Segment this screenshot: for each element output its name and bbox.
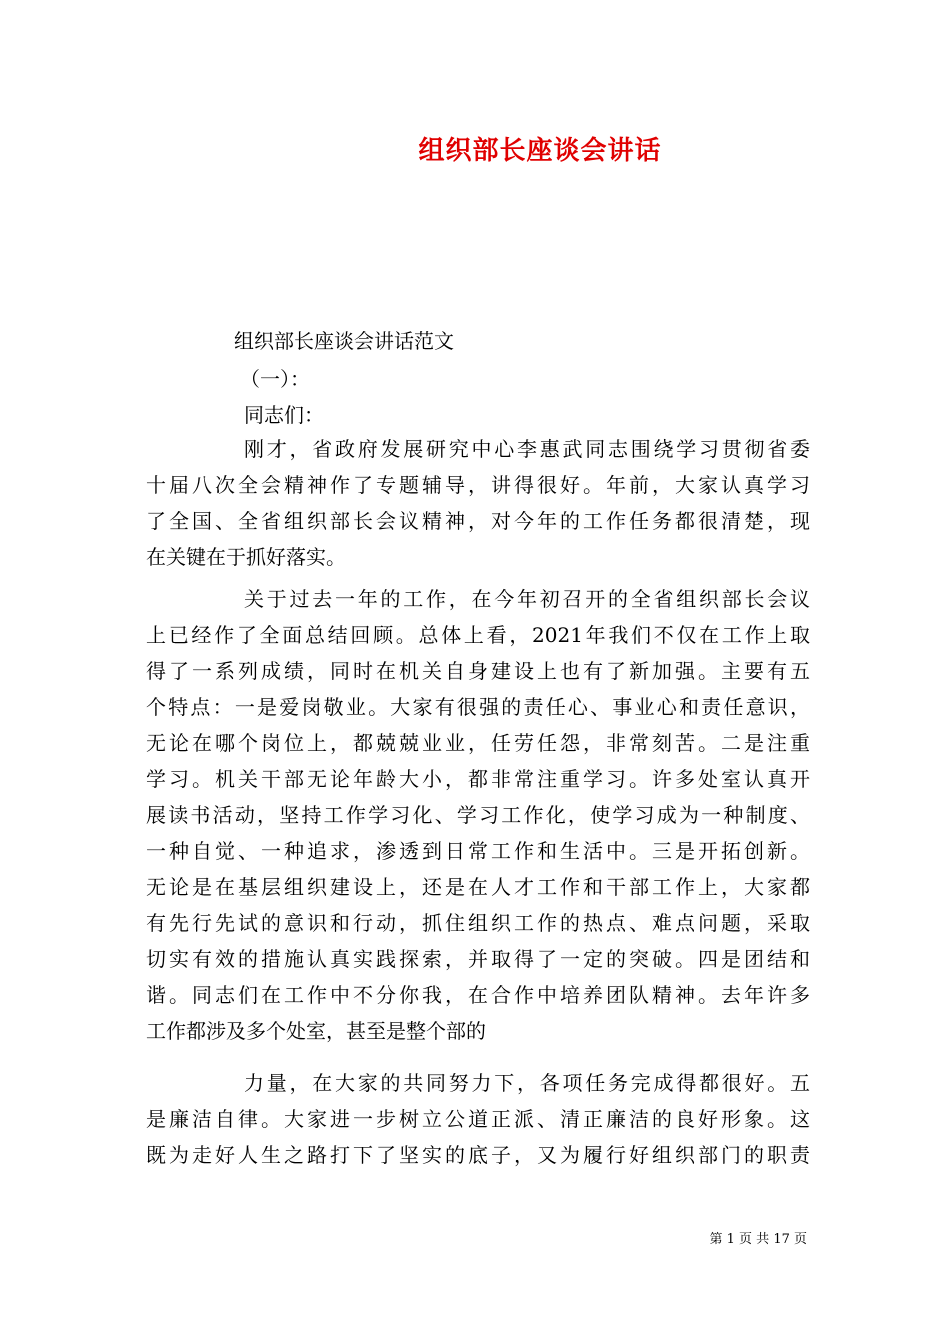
- salutation: 同志们：: [244, 403, 324, 427]
- paragraph-line: 一种自觉、一种追求，渗透到日常工作和生活中。三是开拓创新。: [146, 839, 810, 863]
- paragraph-line: 工作都涉及多个处室，甚至是整个部的: [146, 1019, 486, 1043]
- page-indicator: 第 1 页 共 17 页: [709, 1232, 807, 1247]
- section-marker: （一）：: [240, 367, 310, 391]
- paragraph-line: 无论在哪个岗位上，都兢兢业业，任劳任怨，非常刻苦。二是注重: [146, 731, 810, 755]
- paragraph-line: 了全国、全省组织部长会议精神，对今年的工作任务都很清楚，现: [146, 509, 810, 533]
- paragraph-line: 个特点：一是爱岗敬业。大家有很强的责任心、事业心和责任意识，: [146, 695, 810, 719]
- document-title: 组织部长座谈会讲话: [418, 136, 662, 166]
- paragraph-line: 上已经作了全面总结回顾。总体上看，2021年我们不仅在工作上取: [146, 623, 810, 647]
- paragraph-line: 既为走好人生之路打下了坚实的底子，又为履行好组织部门的职责: [146, 1143, 810, 1167]
- paragraph-line: 切实有效的措施认真实践探索，并取得了一定的突破。四是团结和: [146, 947, 810, 971]
- paragraph-line: 得了一系列成绩，同时在机关自身建设上也有了新加强。主要有五: [146, 659, 810, 683]
- paragraph-line: 学习。机关干部无论年龄大小，都非常注重学习。许多处室认真开: [146, 767, 810, 791]
- paragraph-line: 关于过去一年的工作，在今年初召开的全省组织部长会议: [244, 587, 810, 611]
- document-subtitle: 组织部长座谈会讲话范文: [234, 329, 454, 353]
- paragraph-line: 无论是在基层组织建设上，还是在人才工作和干部工作上，大家都: [146, 875, 810, 899]
- paragraph-line: 刚才，省政府发展研究中心李惠武同志围绕学习贯彻省委: [244, 437, 810, 461]
- paragraph-line: 展读书活动，坚持工作学习化、学习工作化，使学习成为一种制度、: [146, 803, 810, 827]
- paragraph-line: 十届八次全会精神作了专题辅导，讲得很好。年前，大家认真学习: [146, 473, 810, 497]
- paragraph-line: 力量，在大家的共同努力下，各项任务完成得都很好。五: [244, 1071, 810, 1095]
- paragraph-line: 谐。同志们在工作中不分你我，在合作中培养团队精神。去年许多: [146, 983, 810, 1007]
- paragraph-line: 在关键在于抓好落实。: [146, 545, 346, 569]
- paragraph-line: 是廉洁自律。大家进一步树立公道正派、清正廉洁的良好形象。这: [146, 1107, 810, 1131]
- paragraph-line: 有先行先试的意识和行动，抓住组织工作的热点、难点问题，采取: [146, 911, 810, 935]
